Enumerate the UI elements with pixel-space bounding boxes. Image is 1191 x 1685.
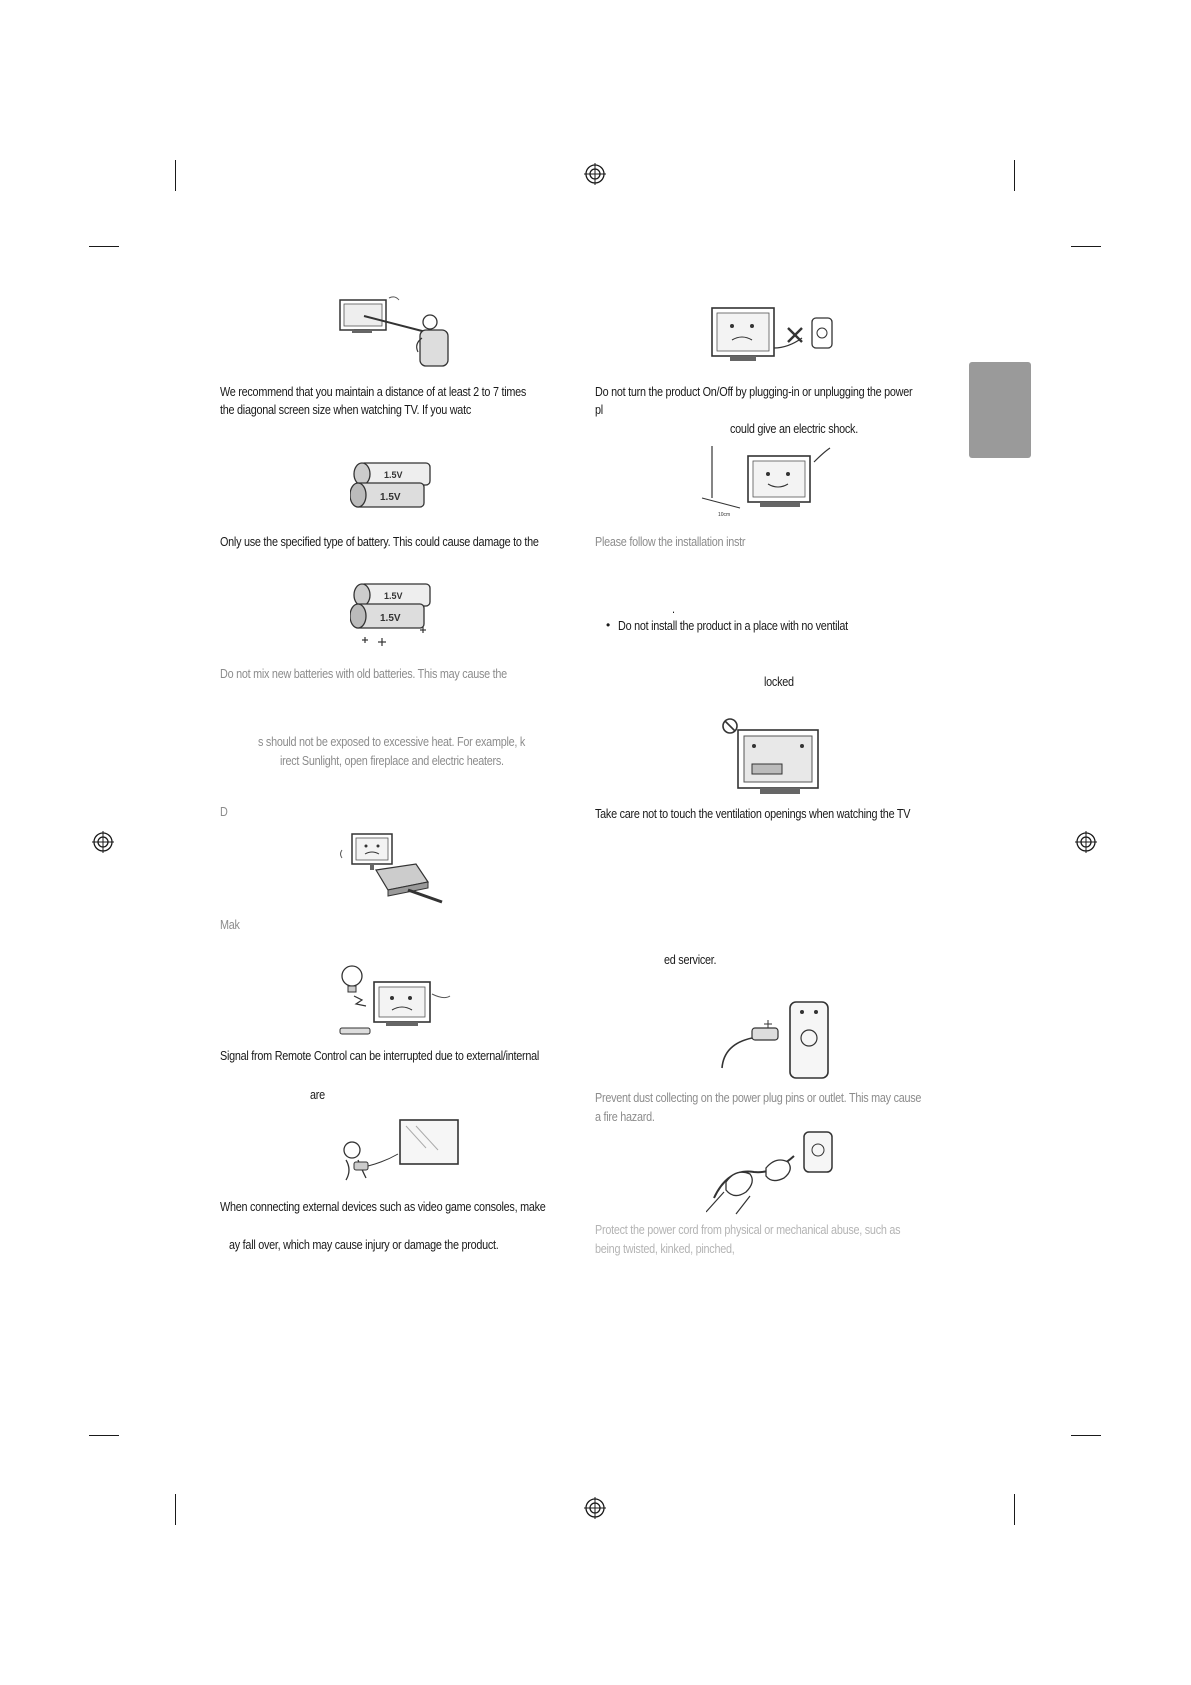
svg-text:1.5V: 1.5V [380, 492, 401, 503]
language-tab [969, 362, 1031, 458]
power-cord-abuse-icon [706, 1128, 836, 1216]
external-devices-text-line1: When connecting external devices such as video game consoles, make [220, 1200, 546, 1214]
registration-mark-icon [584, 163, 606, 185]
svg-text:1.5V: 1.5V [384, 591, 403, 601]
battery-type-text: Only use the specified type of battery. This could cause damage to the [220, 535, 539, 549]
installation-text-line3: locked [764, 675, 794, 689]
registration-mark-icon [584, 1497, 606, 1519]
distance-text-line1: We recommend that you maintain a distance of at least 2 to 7 times [220, 385, 527, 399]
crop-mark [1014, 1494, 1015, 1525]
dust-text-line2: a fire hazard. [595, 1110, 655, 1124]
external-devices-text-line2: ay fall over, which may cause injury or damage the product. [229, 1238, 499, 1252]
tv-installation-icon [700, 442, 840, 520]
installation-text-line1: Please follow the installation instr [595, 535, 746, 549]
power-plug-text-line2: pl [595, 403, 603, 417]
mixed-batteries-icon [350, 578, 440, 658]
tv-humidifier-icon [338, 830, 450, 906]
bullet-dot: • [606, 618, 611, 632]
remote-signal-text-line1: Signal from Remote Control can be interrupted due to external/internal [220, 1049, 540, 1063]
svg-text:1.5V: 1.5V [384, 470, 403, 480]
battery-heat-text-line1: s should not be exposed to excessive heat. For example, k [258, 735, 526, 749]
child-console-tv-icon [334, 1118, 462, 1190]
crop-mark [1071, 1435, 1101, 1436]
ventilation-text: Take care not to touch the ventilation openings when watching the TV [595, 807, 911, 821]
crop-mark [1014, 160, 1015, 191]
plug-outlet-icon [712, 998, 832, 1082]
installation-bullet-text: Do not install the product in a place with no ventilat [618, 619, 848, 633]
servicer-text: ed servicer. [664, 953, 717, 967]
crop-mark [89, 246, 119, 247]
cord-text-line2: being twisted, kinked, pinched, [595, 1242, 735, 1256]
registration-mark-icon [1075, 831, 1097, 853]
svg-text:1.5V: 1.5V [380, 613, 401, 624]
power-plug-text-line1: Do not turn the product On/Off by plugging-in or unplugging the power [595, 385, 913, 399]
tv-unplug-icon [710, 304, 836, 366]
cord-text-line1: Protect the power cord from physical or mechanical abuse, such as [595, 1223, 901, 1237]
crop-mark [175, 1494, 176, 1525]
crop-mark [1071, 246, 1101, 247]
crop-mark [175, 160, 176, 191]
remote-signal-text-line2: are [310, 1088, 325, 1102]
tv-viewing-distance-icon [334, 294, 464, 370]
item-d-text: D [220, 805, 228, 819]
battery-heat-text-line2: irect Sunlight, open fireplace and electric heaters. [280, 754, 504, 768]
registration-mark-icon [92, 831, 114, 853]
tv-lightbulb-icon [334, 958, 462, 1042]
svg-text:10cm: 10cm [718, 512, 731, 518]
distance-text-line2: the diagonal screen size when watching TV. If you watc [220, 403, 471, 417]
battery-icon [350, 459, 440, 515]
item-mak-text: Mak [220, 918, 240, 932]
battery-mix-text: Do not mix new batteries with old batteries. This may cause the [220, 667, 507, 681]
crop-mark [89, 1435, 119, 1436]
power-plug-text-line3: could give an electric shock. [730, 422, 858, 436]
installation-text-line2: . [672, 602, 675, 616]
tv-ventilation-icon [720, 716, 824, 798]
dust-text-line1: Prevent dust collecting on the power plug pins or outlet. This may cause [595, 1091, 922, 1105]
